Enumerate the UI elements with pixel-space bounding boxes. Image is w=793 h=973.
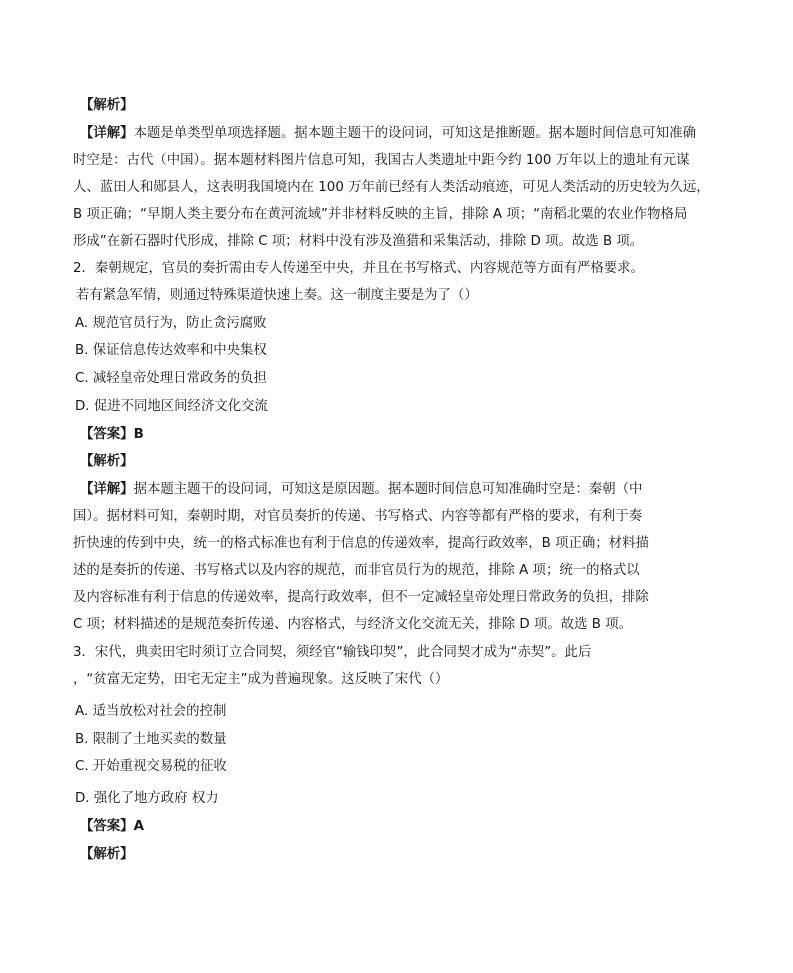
answer-label: 【答案】 xyxy=(80,819,134,834)
question-stem-line: ，“贫富无定势，田宅无定主”成为普遍现象。这反映了宋代（） xyxy=(73,672,449,687)
answer-value: A xyxy=(133,819,144,834)
detail-label: 【详解】 xyxy=(80,126,134,141)
detail-paragraph-line: 【详解】据本题主题干的设问词，可知这是原因题。据本题时间信息可知准确时空是：秦朝（中 xyxy=(80,482,643,497)
detail-paragraph-line: B 项正确；“早期人类主要分布在黄河流域”并非材料反映的主旨，排除 A 项；“南稻北粟的农业作物格局 xyxy=(73,207,688,222)
detail-paragraph-line: C 项；材料描述的是规范奏折传递、内容格式，与经济文化交流无关，排除 D 项。故选 B 项。 xyxy=(73,617,632,632)
option-d: D. 强化了地方政府 权力 xyxy=(75,791,219,806)
answer-line xyxy=(80,817,740,837)
detail-paragraph-line: 及内容标准有利于信息的传递效率，提高行政效率，但不一定减轻皇帝处理日常政务的负担，排除 xyxy=(73,590,649,605)
answer-line xyxy=(80,425,740,445)
detail-paragraph-line: 折快速的传到中央，统一的格式标准也有利于信息的传递效率，提高行政效率，B 项正确；材料描 xyxy=(73,536,649,551)
analysis-label: 【解析】 xyxy=(80,98,134,113)
option-b: B. 限制了土地买卖的数量 xyxy=(75,732,227,747)
detail-paragraph-line: 【详解】本题是单类型单项选择题。据本题主题干的设问词，可知这是推断题。据本题时间信息可知准确 xyxy=(80,126,696,141)
question-stem-line: 若有紧急军情，则通过特殊渠道快速上奏。这一制度主要是为了（） xyxy=(76,288,478,303)
answer-label: 【答案】 xyxy=(80,427,134,442)
detail-label: 【详解】 xyxy=(80,482,134,497)
option-d: D. 促进不同地区间经济文化交流 xyxy=(75,399,268,414)
detail-paragraph-line: 述的是奏折的传递、书写格式以及内容的规范，而非官员行为的规范，排除 A 项；统一的格式以 xyxy=(73,563,640,578)
question-stem-line: 3．宋代，典卖田宅时须订立合同契，须经官“输钱印契”，此合同契才成为“赤契”。此后 xyxy=(73,645,592,660)
detail-paragraph-line: 形成”在新石器时代形成，排除 C 项；材料中没有涉及渔猎和采集活动，排除 D 项。故选 B 项。 xyxy=(73,234,644,249)
answer-value: B xyxy=(133,427,144,442)
detail-paragraph-line: 人、蓝田人和郧县人，这表明我国境内在 100 万年前已经有人类活动痕迹，可见人类活动的历史较为久远， xyxy=(73,180,710,195)
option-c: C. 减轻皇帝处理日常政务的负担 xyxy=(75,371,267,386)
option-a: A. 适当放松对社会的控制 xyxy=(75,704,227,719)
option-c: C. 开始重视交易税的征收 xyxy=(75,759,227,774)
analysis-label: 【解析】 xyxy=(80,847,134,862)
detail-paragraph-line: 国）。据材料可知，秦朝时期，对官员奏折的传递、书写格式、内容等都有严格的要求，有利于奏 xyxy=(73,509,643,524)
detail-paragraph-line: 时空是：古代（中国）。据本题材料图片信息可知，我国古人类遗址中距今约 100 万年以上的遗址有元谋 xyxy=(73,153,690,168)
question-stem-line: 2．秦朝规定，官员的奏折需由专人传递至中央，并且在书写格式、内容规范等方面有严格要求。 xyxy=(73,261,644,276)
option-b: B. 保证信息传达效率和中央集权 xyxy=(75,343,267,358)
analysis-label: 【解析】 xyxy=(80,454,134,469)
option-a: A. 规范官员行为，防止贪污腐败 xyxy=(75,316,267,331)
